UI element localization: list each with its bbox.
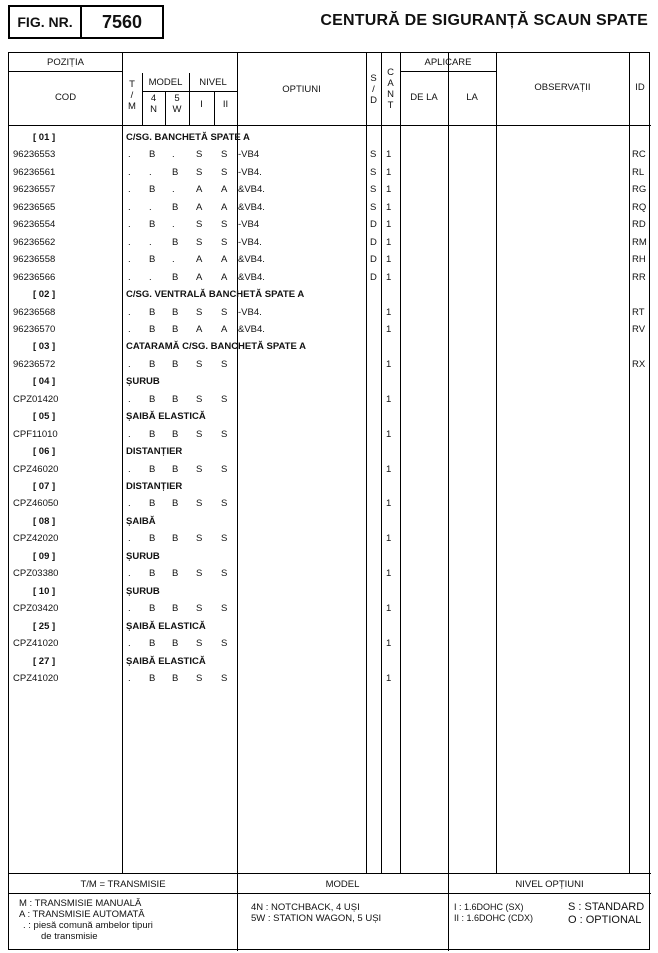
section-row [9,478,651,495]
nivel-1-cell: S [196,428,203,440]
model-4n-cell: B [149,568,156,580]
transmission-cell: . [128,271,131,283]
table-row [9,356,651,373]
part-code: 96236562 [13,236,56,248]
legend-nivel-list: I : 1.6DOHC (SX) II : 1.6DOHC (CDX) [454,902,534,923]
part-code: CPZ42020 [13,533,59,545]
model-4n-cell: . [149,236,152,248]
position-number: [ 06 ] [33,446,56,458]
transmission-cell: . [128,533,131,545]
model-5w-cell: B [172,358,179,370]
header-la: LA [466,92,478,103]
id-cell: RX [632,358,646,370]
part-description: ȘAIBĂ ELASTICĂ [126,411,206,423]
position-number: [ 07 ] [33,481,56,492]
header-pozitia: POZIȚIA [47,57,84,68]
transmission-cell: . [128,166,131,178]
nivel-1-cell: S [196,463,203,475]
quantity-cell: 1 [386,428,392,440]
model-5w-cell: B [172,672,179,684]
header-tm: T / M [128,79,136,112]
part-code: 96236568 [13,306,56,318]
section-row [9,653,651,670]
nivel-2-cell: S [221,166,228,178]
page-title: CENTURĂ DE SIGURANȚĂ SCAUN SPATE [320,12,648,29]
position-number: [ 08 ] [33,515,56,527]
nivel-1-cell: S [196,149,203,161]
part-description: C/SG. VENTRALĂ BANCHETĂ SPATE A [126,289,305,301]
table-row [9,251,651,268]
model-4n-cell: B [149,323,156,335]
option-cell: &VB4. [238,254,265,266]
part-code: CPZ41020 [13,638,59,650]
position-number: [ 25 ] [33,620,56,632]
quantity-cell: 1 [386,672,392,684]
transmission-cell: . [128,603,131,615]
nivel-2-cell: S [221,568,228,580]
transmission-cell: . [128,568,131,580]
nivel-1-cell: S [196,568,203,580]
model-5w-cell: B [172,166,179,178]
option-cell: -VB4. [238,306,262,318]
legend-nivel-title: NIVEL OPȚIUNI [515,879,584,890]
header-optiuni: OPTIUNI [282,84,321,95]
part-code: CPZ46020 [13,463,59,475]
option-cell: &VB4. [238,323,265,335]
nivel-2-cell: S [221,358,228,370]
transmission-cell: . [128,428,131,440]
model-4n-cell: B [149,498,156,510]
quantity-cell: 1 [386,358,392,370]
transmission-cell: . [128,184,131,196]
header-cant: C A N T [387,67,394,111]
option-cell: &VB4. [238,271,265,283]
header-nivel: NIVEL [199,77,227,88]
table-row [9,181,651,198]
nivel-1-cell: A [196,184,203,196]
model-4n-cell: B [149,428,156,440]
nivel-2-cell: S [221,533,228,545]
model-5w-cell: B [172,533,179,545]
model-4n-cell: B [149,393,156,405]
model-4n-cell: B [149,463,156,475]
nivel-2-cell: S [221,236,228,248]
part-code: 96236561 [13,166,56,178]
transmission-cell: . [128,393,131,405]
id-cell: RD [632,219,646,231]
nivel-1-cell: A [196,271,203,283]
nivel-1-cell: S [196,358,203,370]
model-4n-cell: B [149,219,156,231]
part-code: 96236570 [13,323,56,335]
model-4n-cell: B [149,306,156,318]
quantity-cell: 1 [386,498,392,510]
model-5w-cell: B [172,323,179,335]
side-cell: D [370,219,377,231]
header-nivel-2: II [222,99,229,110]
id-cell: RM [632,236,647,248]
id-cell: RV [632,323,646,335]
option-cell: -VB4 [238,219,260,231]
nivel-2-cell: S [221,603,228,615]
model-5w-cell: . [172,254,175,266]
id-cell: RG [632,184,647,196]
table-row [9,304,651,321]
model-5w-cell: B [172,498,179,510]
quantity-cell: 1 [386,323,392,335]
model-4n-cell: B [149,603,156,615]
part-code: 96236558 [13,254,56,266]
header-cod: COD [54,92,77,103]
part-code: CPF11010 [13,428,58,440]
section-row [9,548,651,565]
model-5w-cell: B [172,603,179,615]
quantity-cell: 1 [386,254,392,266]
part-description: CATARAMĂ C/SG. BANCHETĂ SPATE A [126,341,306,353]
nivel-2-cell: S [221,306,228,318]
nivel-1-cell: A [196,323,203,335]
table-row [9,146,651,163]
model-4n-cell: B [149,184,156,196]
legend-tm-title: T/M = TRANSMISIE [80,879,166,890]
part-code: CPZ41020 [13,672,59,684]
nivel-1-cell: S [196,533,203,545]
section-row [9,129,651,146]
id-cell: RQ [632,201,647,213]
figure-number: 7560 [101,11,143,32]
quantity-cell: 1 [386,463,392,475]
id-cell: RH [632,254,646,266]
part-description: ȘAIBĂ ELASTICĂ [126,655,206,667]
part-description: C/SG. BANCHETĂ SPATE A [126,132,250,143]
model-4n-cell: B [149,638,156,650]
side-cell: S [370,201,377,213]
part-description: ȘAIBĂ [126,515,156,527]
part-code: CPZ46050 [13,498,59,510]
table-row [9,199,651,216]
table-row [9,565,651,582]
nivel-1-cell: S [196,236,203,248]
header-id: ID [635,82,645,93]
quantity-cell: 1 [386,603,392,615]
model-4n-cell: B [149,358,156,370]
part-code: 96236565 [13,201,56,213]
transmission-cell: . [128,463,131,475]
transmission-cell: . [128,306,131,318]
part-description: ȘURUB [126,550,160,562]
part-description: ȘAIBĂ ELASTICĂ [126,620,206,632]
table-row [9,391,651,408]
quantity-cell: 1 [386,568,392,580]
model-5w-cell: B [172,306,179,318]
quantity-cell: 1 [386,638,392,650]
part-code: CPZ03380 [13,568,59,580]
nivel-1-cell: S [196,638,203,650]
quantity-cell: 1 [386,306,392,318]
transmission-cell: . [128,149,131,161]
nivel-2-cell: A [221,254,228,266]
section-row [9,513,651,530]
side-cell: D [370,254,377,266]
transmission-cell: . [128,498,131,510]
option-cell: -VB4 [238,149,260,161]
part-code: 96236557 [13,184,56,196]
quantity-cell: 1 [386,149,392,161]
table-row [9,426,651,443]
nivel-1-cell: S [196,219,203,231]
nivel-1-cell: A [196,201,203,213]
position-number: [ 09 ] [33,550,56,562]
nivel-2-cell: A [221,184,228,196]
side-cell: S [370,184,377,196]
model-5w-cell: . [172,219,175,231]
side-cell: D [370,236,377,248]
option-cell: -VB4. [238,166,262,178]
quantity-cell: 1 [386,236,392,248]
quantity-cell: 1 [386,219,392,231]
nivel-2-cell: S [221,219,228,231]
header-observatii: OBSERVAȚII [534,82,591,93]
model-4n-cell: B [149,672,156,684]
legend-model-list: 4N : NOTCHBACK, 4 UȘI 5W : STATION WAGON, 5 UȘI [251,902,382,924]
quantity-cell: 1 [386,393,392,405]
section-row [9,443,651,460]
header-model: MODEL [148,77,183,88]
table-row [9,600,651,617]
part-description: DISTANȚIER [126,481,183,492]
legend-model-title: MODEL [325,879,360,890]
section-row [9,583,651,600]
position-number: [ 02 ] [33,289,56,301]
part-description: ȘURUB [126,376,160,388]
side-cell: D [370,271,377,283]
model-4n-cell: B [149,149,156,161]
section-row [9,408,651,425]
nivel-1-cell: S [196,166,203,178]
model-4n-cell: B [149,254,156,266]
nivel-2-cell: A [221,271,228,283]
table-row [9,635,651,652]
position-number: [ 10 ] [33,585,56,597]
position-number: [ 04 ] [33,376,56,388]
part-code: 96236554 [13,219,56,231]
quantity-cell: 1 [386,184,392,196]
table-row [9,461,651,478]
model-5w-cell: B [172,393,179,405]
position-number: [ 03 ] [33,341,56,353]
transmission-cell: . [128,236,131,248]
section-row [9,618,651,635]
part-code: CPZ03420 [13,603,59,615]
id-cell: RL [632,166,645,178]
nivel-1-cell: S [196,672,203,684]
nivel-1-cell: S [196,393,203,405]
header-sd: S / D [370,73,377,106]
header-nivel-1: I [200,99,203,110]
position-number: [ 27 ] [33,655,56,667]
model-5w-cell: B [172,638,179,650]
transmission-cell: . [128,219,131,231]
section-row [9,373,651,390]
id-cell: RC [632,149,646,161]
table-row [9,269,651,286]
nivel-1-cell: A [196,254,203,266]
nivel-2-cell: S [221,498,228,510]
legend-tm-list: M : TRANSMISIE MANUALĂ A : TRANSMISIE AUTOMATĂ . : piesă comună ambelor tipuri de transmisie [19,898,153,942]
figure-label: FIG. NR. [10,7,82,37]
header-model-4n: 4 N [150,93,157,115]
table-row [9,670,651,687]
part-code: CPZ01420 [13,393,59,405]
model-5w-cell: B [172,463,179,475]
nivel-2-cell: S [221,149,228,161]
nivel-2-cell: A [221,323,228,335]
nivel-2-cell: S [221,672,228,684]
figure-number-box [8,5,164,39]
model-5w-cell: B [172,271,179,283]
section-row [9,286,651,303]
model-4n-cell: . [149,201,152,213]
nivel-1-cell: S [196,306,203,318]
side-cell: S [370,166,377,178]
nivel-2-cell: A [221,201,228,213]
model-5w-cell: B [172,236,179,248]
part-description: ȘURUB [126,585,160,597]
transmission-cell: . [128,358,131,370]
model-4n-cell: . [149,166,152,178]
position-number: [ 05 ] [33,411,56,423]
table-row [9,164,651,181]
side-cell: S [370,149,377,161]
nivel-1-cell: S [196,498,203,510]
part-code: 96236572 [13,358,56,370]
section-row [9,338,651,355]
model-4n-cell: B [149,533,156,545]
model-5w-cell: . [172,184,175,196]
table-row [9,234,651,251]
part-description: DISTANȚIER [126,446,183,458]
transmission-cell: . [128,638,131,650]
table-row [9,495,651,512]
table-row [9,530,651,547]
option-cell: &VB4. [238,184,265,196]
header-aplicare: APLICARE [424,57,472,68]
nivel-2-cell: S [221,638,228,650]
model-4n-cell: . [149,271,152,283]
nivel-2-cell: S [221,393,228,405]
nivel-2-cell: S [221,428,228,440]
position-number: [ 01 ] [33,132,56,143]
transmission-cell: . [128,254,131,266]
model-5w-cell: . [172,149,175,161]
option-cell: -VB4. [238,236,262,248]
quantity-cell: 1 [386,166,392,178]
legend-option-codes: S : STANDARD O : OPTIONAL [568,901,645,926]
header-de-la: DE LA [410,92,438,103]
part-code: 96236566 [13,271,56,283]
nivel-2-cell: S [221,463,228,475]
transmission-cell: . [128,323,131,335]
id-cell: RR [632,271,646,283]
quantity-cell: 1 [386,201,392,213]
table-row [9,321,651,338]
id-cell: RT [632,306,645,318]
model-5w-cell: B [172,568,179,580]
part-code: 96236553 [13,149,56,161]
model-5w-cell: B [172,428,179,440]
parts-table [8,52,650,950]
table-row [9,216,651,233]
quantity-cell: 1 [386,271,392,283]
quantity-cell: 1 [386,533,392,545]
model-5w-cell: B [172,201,179,213]
header-model-5w: 5 W [172,93,182,115]
transmission-cell: . [128,201,131,213]
transmission-cell: . [128,672,131,684]
nivel-1-cell: S [196,603,203,615]
option-cell: &VB4. [238,201,265,213]
